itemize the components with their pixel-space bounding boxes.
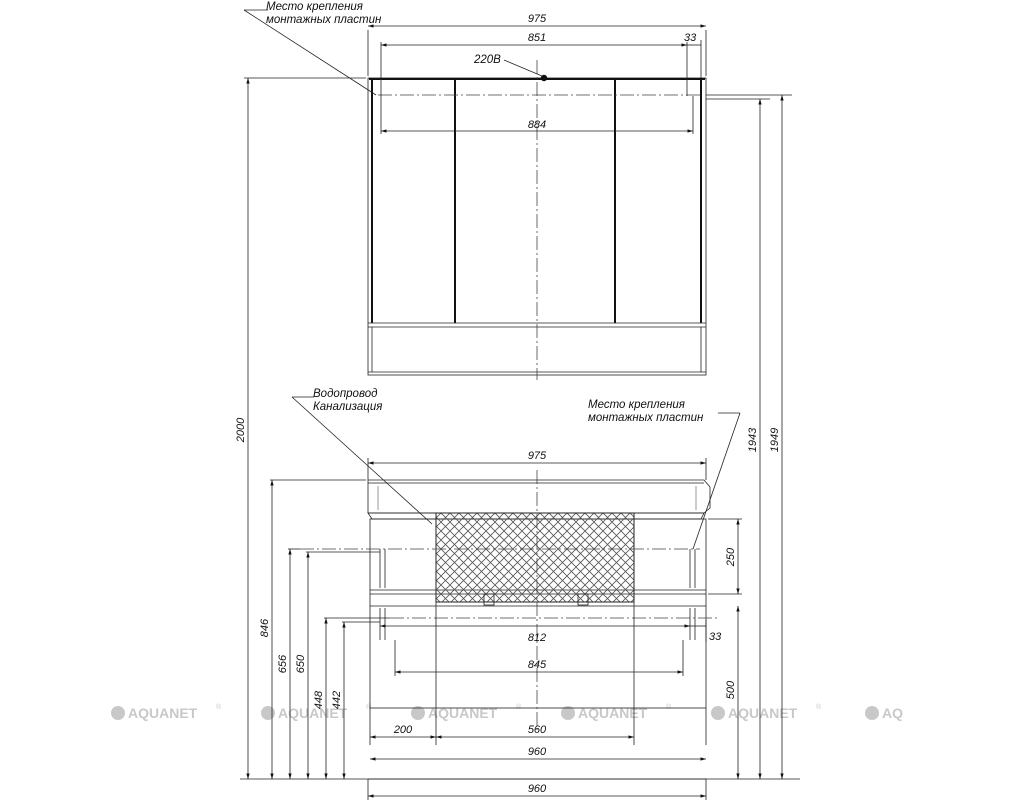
dim-vanity-plate-span: 812 [527,632,547,644]
dim-total-height: 2000 [235,417,247,443]
note-vanity-mount-1: Место крепления [588,399,685,411]
vanity-horizontal-dimensions [368,450,722,800]
aquanet-watermark [411,703,522,721]
right-vertical-dimensions [706,95,792,779]
watermark-reg: ® [366,704,372,711]
watermark-reg: ® [216,704,222,711]
note-mirror-mount-2: монтажных пластин [266,14,382,26]
dim-mirror-width: 975 [527,13,547,25]
voltage-note [473,54,542,76]
dim-mirror-plate-span: 851 [527,32,547,44]
watermark-text: AQUANET [128,705,198,721]
dim-mirror-plate-offset: 33 [684,32,697,44]
watermark-row [111,703,903,721]
watermark-text: AQUANET [278,705,348,721]
vanity-cabinet [300,470,720,730]
dim-sink-width: 975 [527,450,547,462]
dim-height-650: 650 [295,654,307,674]
dim-width-960-b: 960 [527,783,547,795]
dim-height-846: 846 [259,618,271,638]
dim-offset-200: 200 [393,724,413,736]
dim-vanity-span-845: 845 [527,659,547,671]
mirror-cabinet [368,60,706,380]
note-mirror-mount-1: Место крепления [266,1,363,13]
aquanet-watermark [111,703,222,721]
plumbing-note [292,388,432,524]
dim-height-1949: 1949 [769,427,781,453]
dim-vanity-plate-offset: 33 [709,631,722,643]
dim-height-442: 442 [331,690,343,710]
watermark-text: AQUANET [578,705,648,721]
left-vertical-dimensions [235,78,390,779]
dim-width-560: 560 [527,724,547,736]
dim-mirror-inner-span: 884 [527,119,547,131]
watermark-reg: ® [816,704,822,711]
dim-vanity-lower-height: 500 [725,680,737,700]
aquanet-watermark [561,703,672,721]
watermark-text: AQUANET [428,705,498,721]
note-vanity-mount-2: монтажных пластин [588,412,704,424]
dim-height-656: 656 [277,654,289,674]
dim-height-1943: 1943 [747,427,759,453]
svg-text:AQ: AQ [882,705,903,721]
note-voltage: 220В [474,54,501,66]
dim-height-448: 448 [313,690,325,710]
mirror-mounting-note [244,1,382,95]
dim-width-960-a: 960 [527,746,547,758]
watermark-reg: ® [666,704,672,711]
note-plumbing-1: Водопровод [313,388,378,400]
watermark-reg: ® [516,704,522,711]
watermark-text: AQUANET [728,705,798,721]
dim-vanity-upper-height: 250 [725,547,737,567]
note-plumbing-2: Канализация [313,401,383,413]
aquanet-watermark [711,703,822,721]
aquanet-watermark-partial [865,705,903,721]
